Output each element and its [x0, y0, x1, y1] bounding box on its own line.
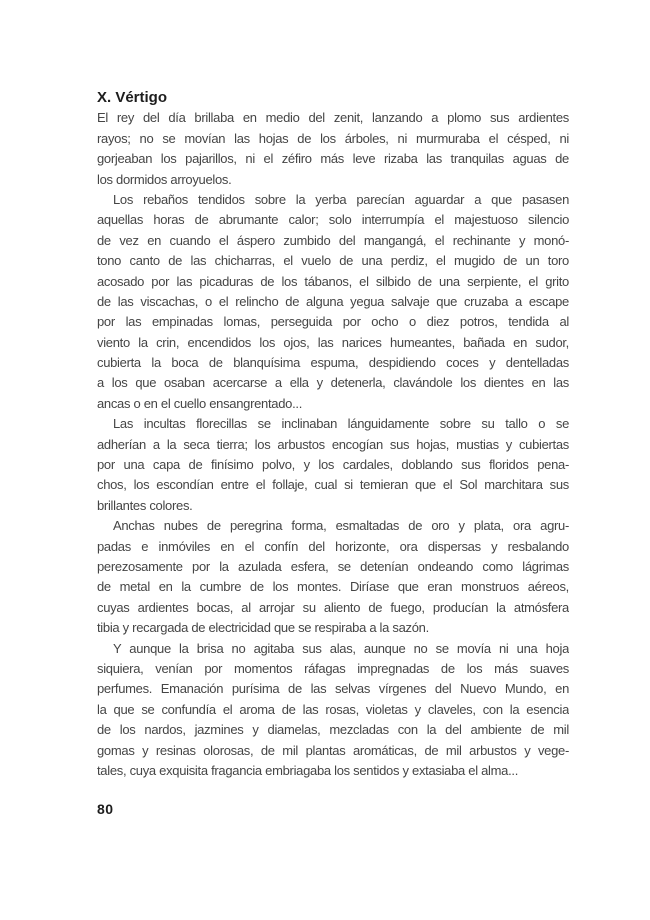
text-line: chos, los escondían entre el follaje, cual si temieran que el Sol marchitara sus — [97, 477, 569, 493]
text-line: perfumes. Emanación purísima de las selvas vírgenes del Nuevo Mundo, en — [97, 681, 569, 697]
text-line: por una capa de finísimo polvo, y los cardales, doblando sus floridos pena- — [97, 457, 569, 473]
text-line: los dormidos arroyuelos. — [97, 171, 232, 187]
paragraph — [97, 190, 569, 414]
text-line: de las viscachas, o el relincho de alguna yegua salvaje que cruzaba a escape — [97, 293, 569, 309]
text-line: Y aunque la brisa no agitaba sus alas, aunque no se movía ni una hoja — [113, 640, 569, 656]
text-line: viento la crin, encendidos los ojos, las narices humeantes, bañada en sudor, — [97, 334, 569, 350]
text-line: El rey del día brillaba en medio del zenit, lanzando a plomo sus ardientes — [97, 110, 569, 126]
text-line: tono canto de las chicharras, el vuelo de una perdiz, el mugido de un toro — [97, 253, 569, 269]
paragraph — [97, 108, 569, 190]
text-line: gomas y resinas olorosas, de mil plantas aromáticas, de mil arbustos y vege- — [97, 742, 569, 758]
text-line: rayos; no se movían las hojas de los árboles, ni murmuraba el césped, ni — [97, 130, 569, 146]
text-line: Las incultas florecillas se inclinaban lánguidamente sobre su tallo o se — [113, 416, 569, 432]
text-line: por las empinadas lomas, perseguida por ocho o diez potros, tendida al — [97, 314, 569, 330]
text-line: brillantes colores. — [97, 497, 193, 513]
text-line: ancas o en el cuello ensangrentado... — [97, 395, 303, 411]
paragraph — [97, 516, 569, 638]
text-line: de metal en la cumbre de los montes. Diríase que eran monstruos aéreos, — [97, 579, 569, 595]
text-line: gorjeaban los pajarillos, ni el zéfiro más leve rizaba las tranquilas aguas de — [97, 151, 569, 167]
body-text — [97, 108, 569, 781]
text-line: aquellas horas de abrumante calor; solo interrumpía el majestuoso silencio — [97, 212, 569, 228]
text-line: de vez en cuando el áspero zumbido del mangangá, el rechinante y monó- — [97, 232, 569, 248]
text-line: adherían a la seca tierra; los arbustos encogían sus hojas, mustias y cubiertas — [97, 436, 569, 452]
chapter-title: X. Vértigo — [97, 89, 168, 106]
text-line: siquiera, venían por momentos ráfagas impregnadas de los más suaves — [97, 660, 569, 676]
text-line: acosado por las picaduras de los tábanos, el silbido de una serpiente, el grito — [97, 273, 569, 289]
text-line: padas e inmóviles en el confín del horizonte, ora dispersas y resbalando — [97, 538, 569, 554]
text-column — [97, 88, 569, 781]
page-number: 80 — [97, 801, 114, 817]
paragraph — [97, 414, 569, 516]
text-line: tibia y recargada de electricidad que se respiraba a la sazón. — [97, 620, 429, 636]
text-line: Anchas nubes de peregrina forma, esmaltadas de oro y plata, ora agru- — [113, 518, 569, 534]
paragraph — [97, 639, 569, 782]
text-line: perezosamente por la azulada esfera, se detenían ondeando como lágrimas — [97, 559, 569, 574]
text-line: Los rebaños tendidos sobre la yerba parecían aguardar a que pasasen — [113, 191, 569, 207]
text-line: de los nardos, jazmines y diamelas, mezcladas con la del ambiente de mil — [97, 722, 569, 738]
text-line: tales, cuya exquisita fragancia embriagaba los sentidos y extasiaba el alma... — [97, 762, 519, 778]
text-line: la que se confundía el aroma de las rosas, violetas y claveles, con la esencia — [97, 701, 569, 717]
text-line: cuyas ardientes bocas, al arrojar su aliento de fuego, producían la atmósfera — [97, 599, 569, 615]
text-line: cubierta la boca de blanquísima espuma, despidiendo coces y dentelladas — [97, 355, 569, 371]
text-line: a los que osaban acercarse a ella y detenerla, clavándole los dientes en las — [97, 375, 569, 391]
